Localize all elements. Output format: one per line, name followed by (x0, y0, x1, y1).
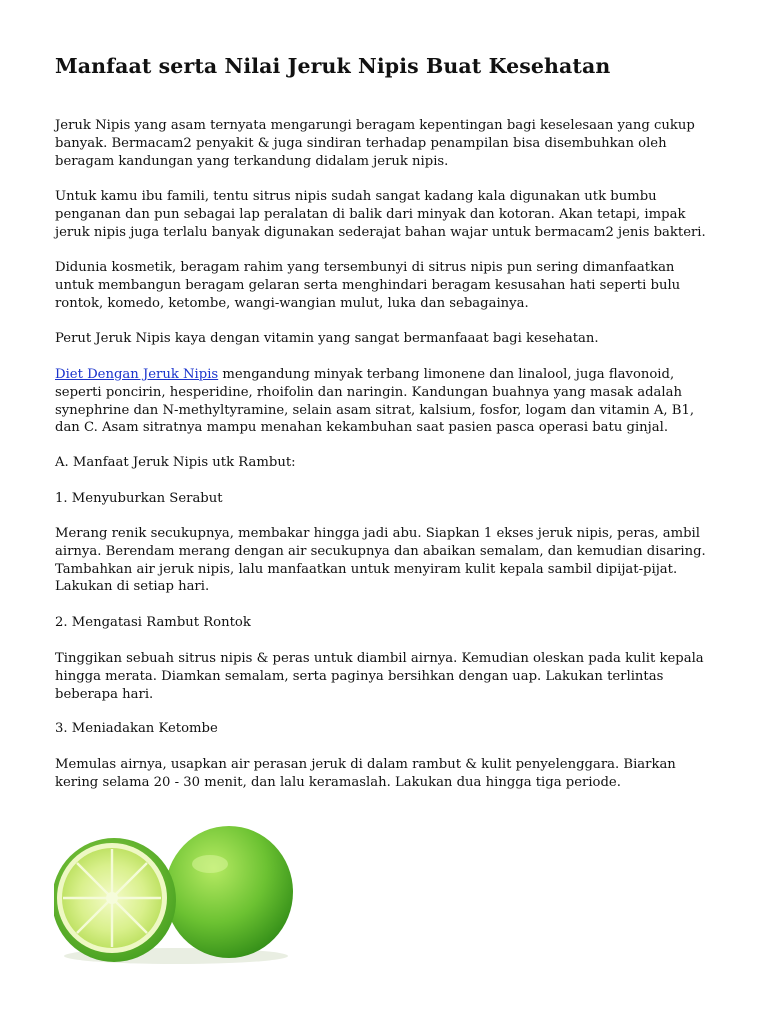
subheading-2: 2. Mengatasi Rambut Rontok (55, 615, 251, 630)
paragraph-step-3: Memulas airnya, usapkan air perasan jeruk di dalam rambut & kulit penyelenggara. Biarkan kering selama 20 - 30 menit, dan lalu keramaslah. Lakukan dua hingga tiga periode. (55, 757, 676, 790)
paragraph-content-text: mengandung minyak terbang limonene dan linalool, juga flavonoid, seperti poncirin, hesperidine, rhoifolin dan naringin. Kandungan buahnya yang masak adalah synephrine dan N-methyltyramine, selain asam sitrat, kalsium, fosfor, logam dan vitamin A, B1, dan C. Asam sitratnya mampu menahan kekambuhan saat pasien pasca operasi batu ginjal. (55, 367, 695, 436)
paragraph-intro: Jeruk Nipis yang asam ternyata mengarungi beragam kepentingan bagi keselesaan yang cukup banyak. Bermacam2 penyakit & juga sindiran terhadap penampilan bisa disembuhkan oleh beragam kandungan yang terkandung didalam jeruk nipis. (55, 118, 695, 169)
lime-image (54, 808, 298, 966)
paragraph-content (55, 366, 715, 437)
section-heading-hair: A. Manfaat Jeruk Nipis utk Rambut: (55, 455, 296, 470)
whole-lime (165, 826, 293, 958)
paragraph-step-1: Merang renik secukupnya, membakar hingga jadi abu. Siapkan 1 ekses jeruk nipis, peras, ambil airnya. Berendam merang dengan air secukupnya dan abaikan semalam, dan kemudian disaring. Tambahkan air jeruk nipis, lalu manfaatkan untuk menyiram kulit kepala sambil dipijat-pijat. Lakukan di setiap hari. (55, 526, 706, 595)
subheading-3: 3. Meniadakan Ketombe (55, 721, 218, 736)
diet-link[interactable]: Diet Dengan Jeruk Nipis (55, 367, 219, 382)
paragraph-cosmetic: Didunia kosmetik, beragam rahim yang tersembunyi di sitrus nipis pun sering dimanfaatkan untuk membangun beragam gelaran serta menghindari beragam kesusahan hati seperti bulu rontok, komedo, ketombe, wangi-wangian mulut, luka dan sebagainya. (55, 260, 681, 311)
subheading-1: 1. Menyuburkan Serabut (55, 491, 223, 506)
paragraph-family: Untuk kamu ibu famili, tentu sitrus nipis sudah sangat kadang kala digunakan utk bumbu penganan dan pun sebagai lap peralatan di balik dari minyak dan kotoran. Akan tetapi, impak jeruk nipis juga terlalu banyak digunakan sederajat bahan wajar untuk bermacam2 jenis bakteri. (55, 189, 706, 240)
page-title: Manfaat serta Nilai Jeruk Nipis Buat Kesehatan (55, 54, 611, 78)
paragraph-vitamin: Perut Jeruk Nipis kaya dengan vitamin yang sangat bermanfaaat bagi kesehatan. (55, 331, 599, 346)
paragraph-step-2: Tinggikan sebuah sitrus nipis & peras untuk diambil airnya. Kemudian oleskan pada kulit kepala hingga merata. Diamkan semalam, serta paginya bersihkan dengan uap. Lakukan terlintas beberapa hari. (55, 651, 704, 702)
